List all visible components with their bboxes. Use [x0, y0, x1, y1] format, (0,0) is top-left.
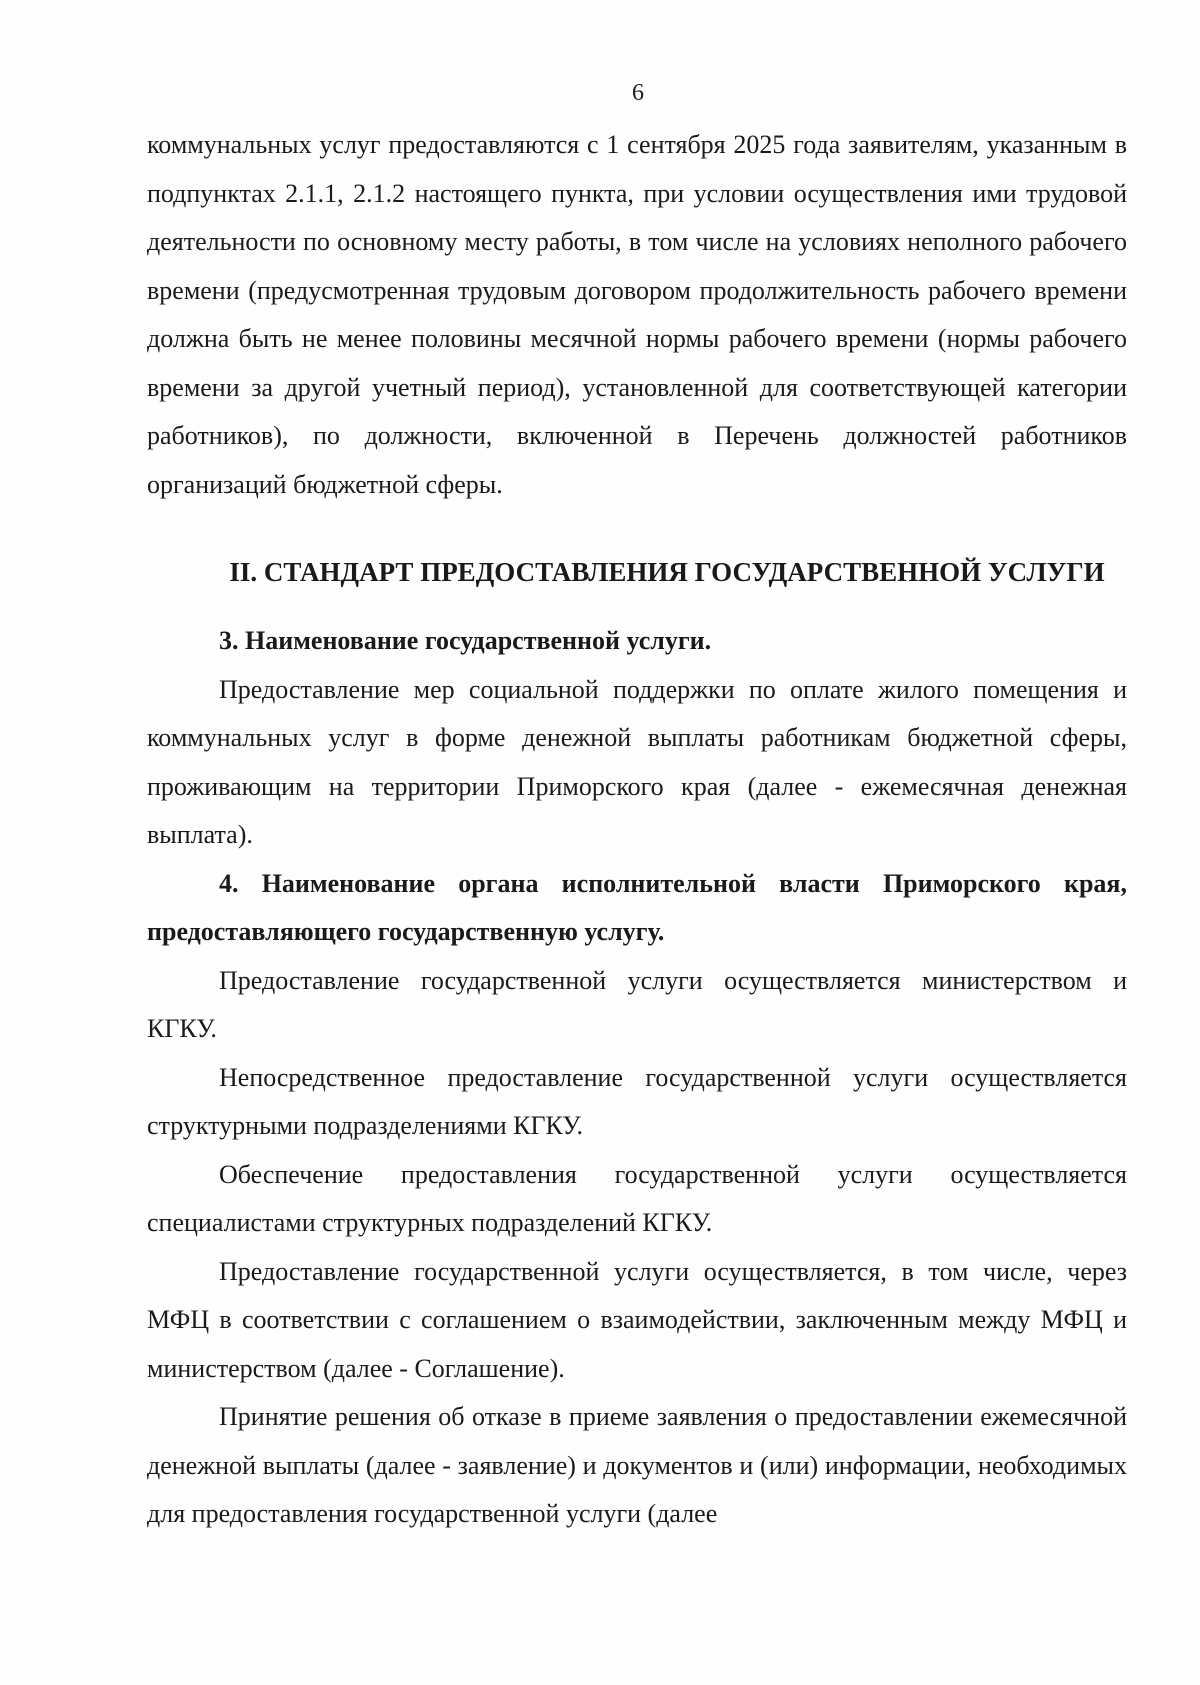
paragraph-service-name: Предоставление мер социальной поддержки по оплате жилого помещения и коммунальных услуг в форме денежной выплаты работникам бюджетной сферы, проживающим на территории Приморского края (далее - ежемесячная денежная выплата).	[147, 674, 1127, 849]
paragraph-authority-3: Обеспечение предоставления государственной услуги осуществляется специалистами структурных подразделений КГКУ.	[147, 1159, 1127, 1237]
paragraph-authority-1: Предоставление государственной услуги осуществляется министерством и КГКУ.	[147, 965, 1127, 1043]
paragraph-authority-4: Предоставление государственной услуги осуществляется, в том числе, через МФЦ в соответствии с соглашением о взаимодействии, заключенным между МФЦ и министерством (далее - Соглашение).	[147, 1256, 1127, 1383]
paragraph-continuation: коммунальных услуг предоставляются с 1 сентября 2025 года заявителям, указанным в подпунктах 2.1.1, 2.1.2 настоящего пункта, при условии осуществления ими трудовой деятельности по основному месту работы, в том числе на условиях неполного рабочего времени (предусмотренная трудовым договором продолжительность рабочего времени должна быть не менее половины месячной нормы рабочего времени (нормы рабочего времени за другой учетный период), установленной для соответствующей категории работников), по должности, включенной в Перечень должностей работников организаций бюджетной сферы.	[147, 130, 1127, 499]
subheading-authority: 4. Наименование органа исполнительной власти Приморского края, предоставляющего государственную услугу.	[147, 868, 1127, 946]
document-body	[147, 121, 1127, 1539]
paragraph-authority-2: Непосредственное предоставление государственной услуги осуществляется структурными подразделениями КГКУ.	[147, 1062, 1127, 1140]
paragraph-authority-5: Принятие решения об отказе в приеме заявления о предоставлении ежемесячной денежной выплаты (далее - заявление) и документов и (или) информации, необходимых для предоставления государственной услуги (далее	[147, 1402, 1127, 1528]
subheading-service-name: 3. Наименование государственной услуги.	[219, 626, 712, 655]
section-title: II. СТАНДАРТ ПРЕДОСТАВЛЕНИЯ ГОСУДАРСТВЕННОЙ УСЛУГИ	[229, 557, 1105, 587]
page-number: 6	[632, 80, 644, 106]
